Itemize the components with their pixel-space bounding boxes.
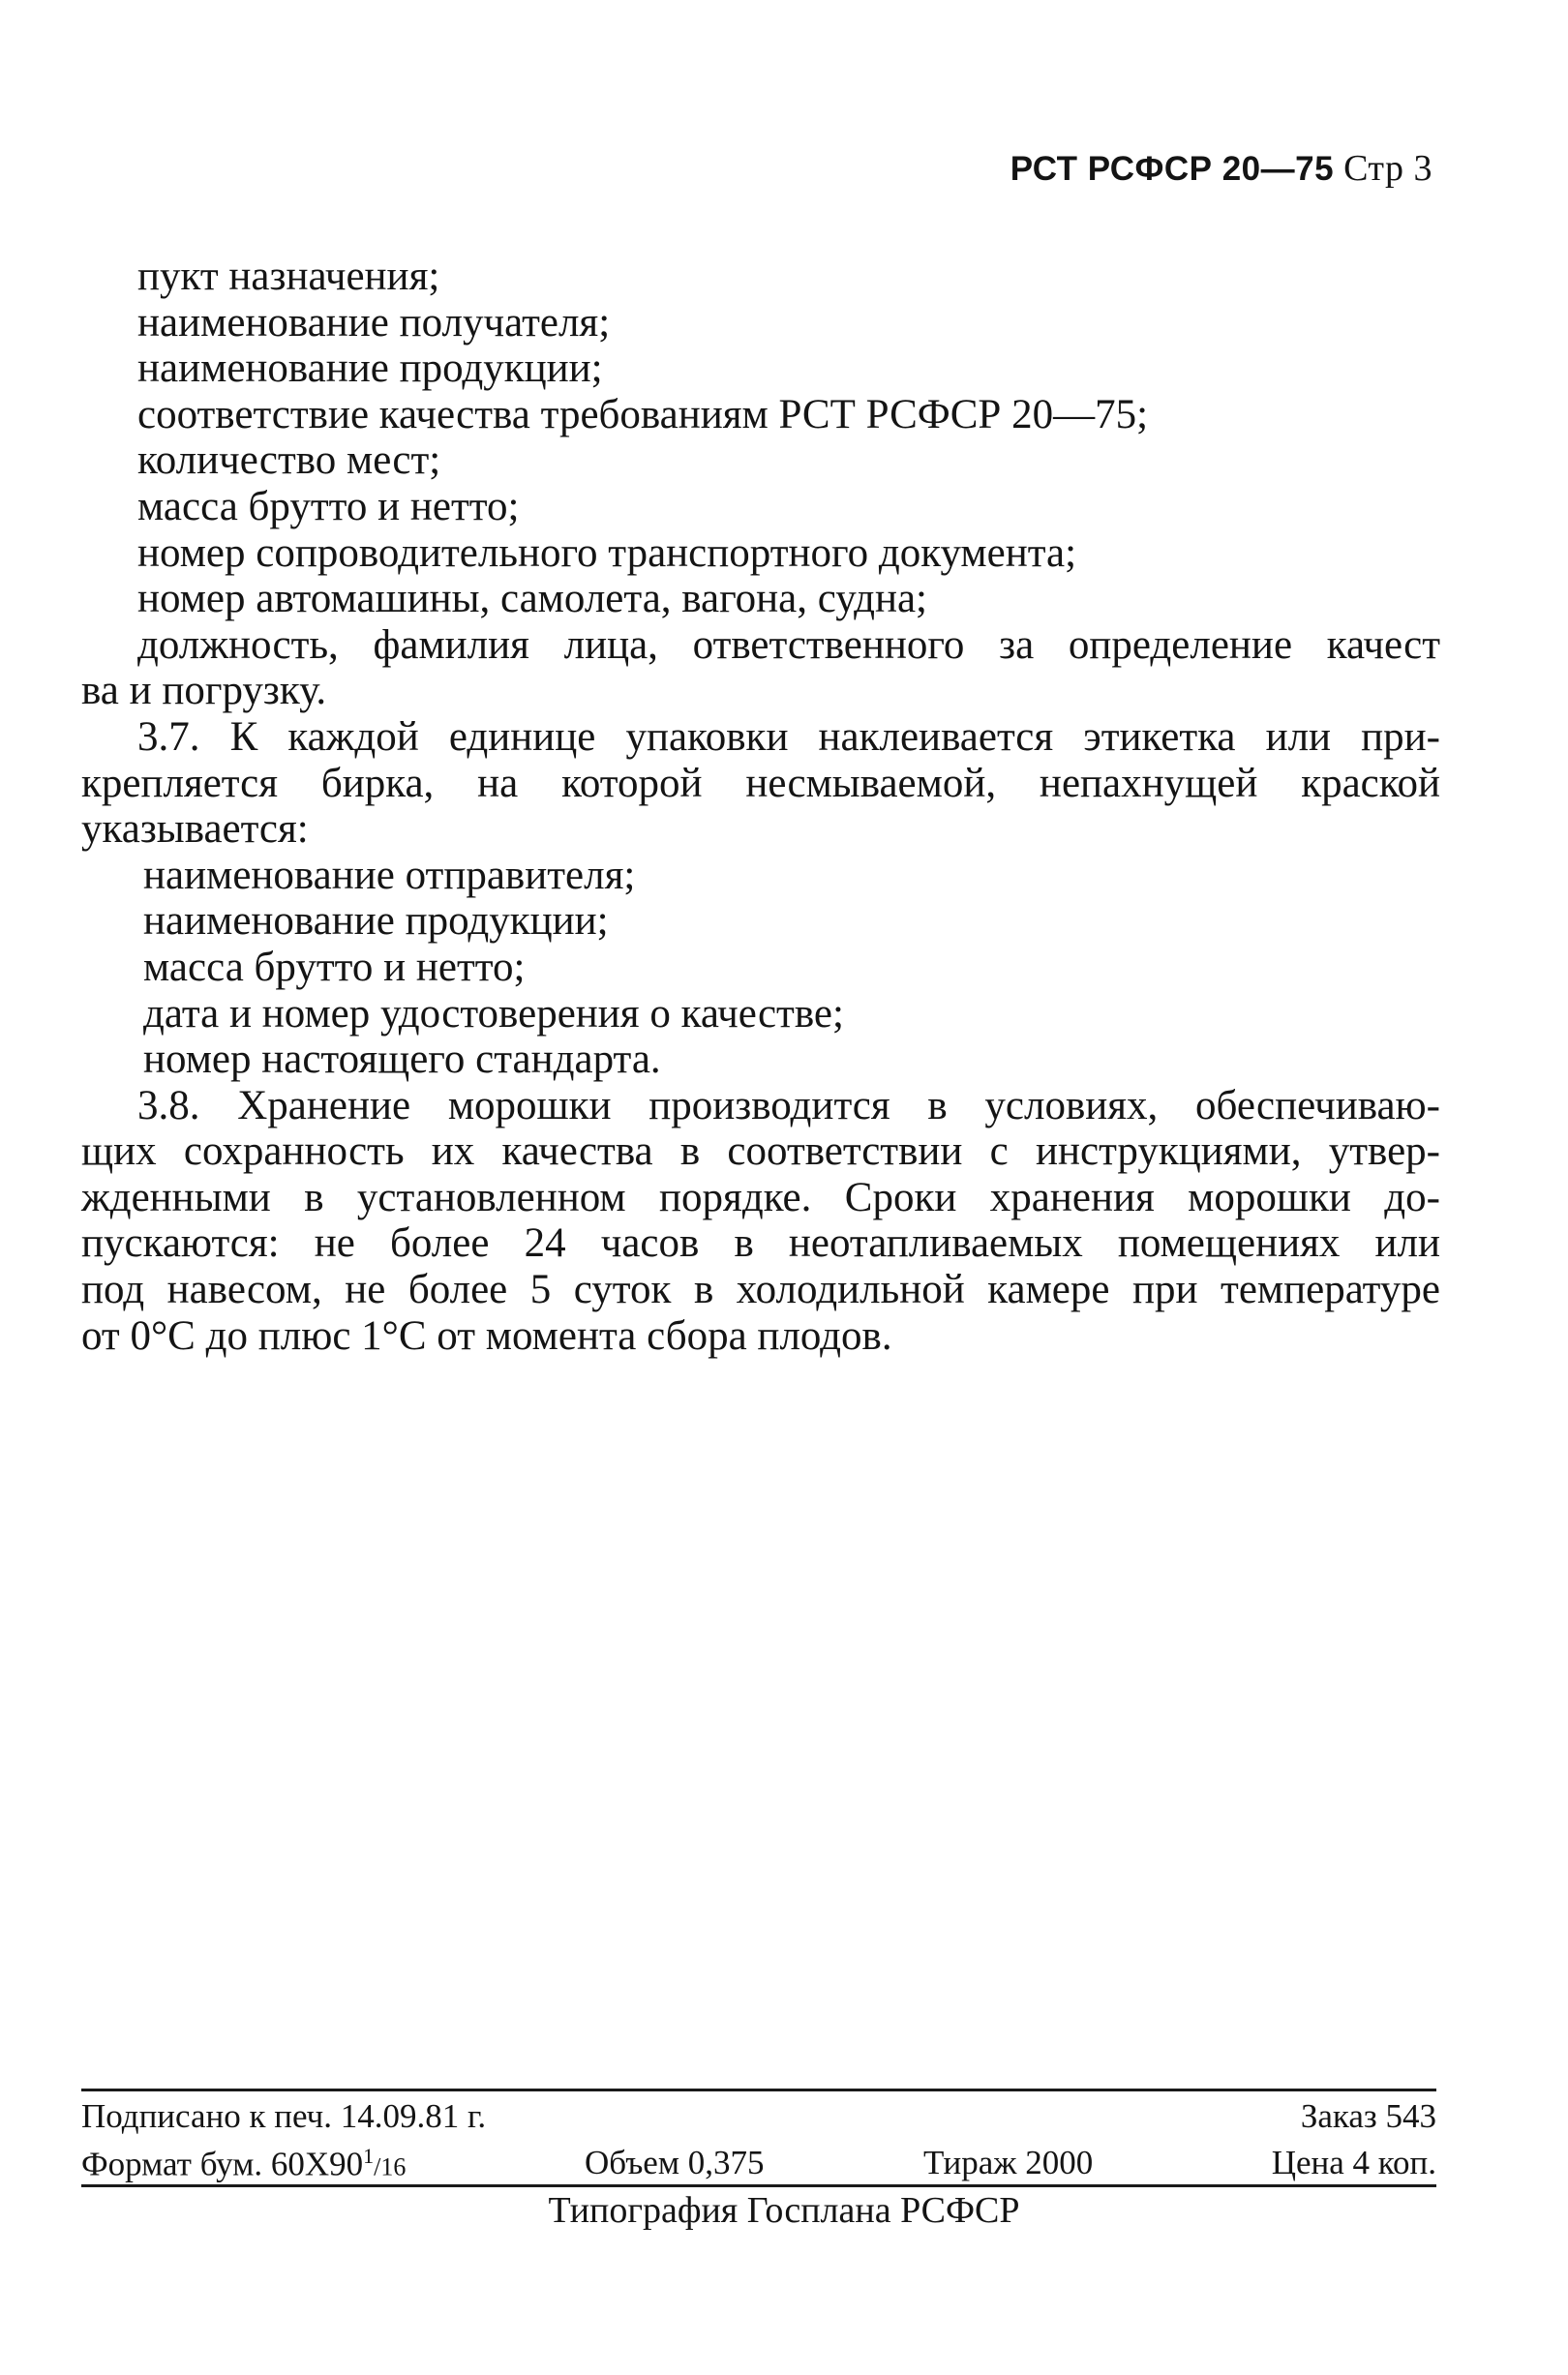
text-line: номер настоящего стандарта. (143, 1037, 661, 1083)
paragraph-3-7-line: 3.7. К каждой единице упаковки наклеивается этикетка или при- (137, 713, 1440, 760)
text-line: масса брутто и нетто; (137, 483, 520, 529)
text-line: номер сопроводительного транспортного документа; (137, 529, 1077, 576)
text-line: соответствие качества требованиям РСТ РСФСР 20—75; (137, 391, 1149, 437)
page-header (1010, 147, 1432, 190)
print-run: Тираж 2000 (923, 2144, 1094, 2181)
text-line: количество мест; (137, 437, 441, 484)
volume: Объем 0,375 (585, 2144, 765, 2181)
text-line: ва и погрузку. (81, 668, 327, 714)
paragraph-3-8-line: 3.8. Хранение морошки производится в условиях, обеспечиваю- (137, 1082, 1440, 1128)
paragraph-3-7-line: крепляется бирка, на которой несмываемой, непахнущей краской (81, 760, 1440, 806)
paragraph-3-8-line: щих сохранность их качества в соответствии с инструкциями, утвер- (81, 1128, 1440, 1175)
order-number: Заказ 543 (1300, 2097, 1436, 2135)
footer-row-1 (81, 2091, 1436, 2138)
text-line: пукт назначения; (137, 254, 440, 299)
paragraph-3-7-line: указывается: (81, 806, 309, 853)
signed-date: Подписано к печ. 14.09.81 г. (81, 2097, 487, 2135)
footer-row-2 (81, 2138, 1436, 2184)
paragraph-3-8-line: пускаются: не более 24 часов в неотапливаемых помещениях или (81, 1220, 1440, 1267)
text-line: наименование получателя; (137, 299, 611, 346)
footer-bottom-rule (81, 2184, 1436, 2187)
text-line: наименование отправителя; (143, 852, 636, 898)
text-line: наименование продукции; (143, 898, 609, 945)
paper-format: Формат бум. $60Х90^1/16$ (81, 2144, 407, 2183)
text-line: наименование продукции; (137, 346, 603, 392)
paragraph-3-8-line: от 0°С до плюс 1°С от момента сбора плодов. (81, 1312, 892, 1359)
text-line: номер автомашины, самолета, вагона, судна; (137, 576, 927, 622)
text-line: дата и номер удостоверения о качестве; (143, 990, 844, 1037)
price: Цена 4 коп. (1271, 2144, 1436, 2181)
imprint-footer (81, 2089, 1436, 2187)
text-line: должность, фамилия лица, ответственного за определение качест (137, 621, 1440, 668)
page-number: Стр 3 (1343, 148, 1432, 189)
text-line: масса брутто и нетто; (143, 944, 526, 990)
paragraph-3-8-line: жденными в установленном порядке. Сроки хранения морошки до- (81, 1174, 1440, 1220)
printer-name: Типография Госплана РСФСР (548, 2190, 1020, 2231)
body-text (81, 254, 1440, 1359)
paragraph-3-8-line: под навесом, не более 5 суток в холодильной камере при температуре (81, 1267, 1440, 1313)
standard-number: РСТ РСФСР 20—75 (1010, 150, 1335, 188)
